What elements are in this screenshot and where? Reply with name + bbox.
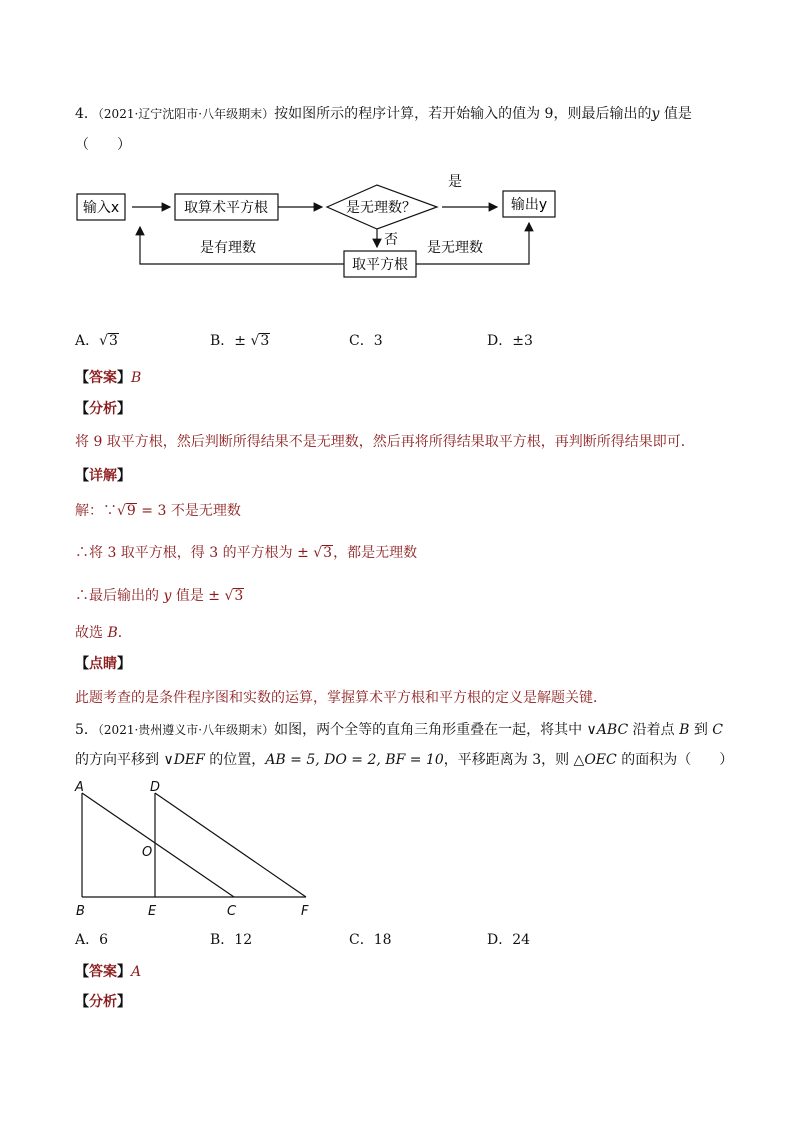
- q4-blank: （ ）: [75, 137, 131, 153]
- q4-stem-a: 按如图所示的程序计算，若开始输入的值为 9，则最后输出的: [274, 106, 652, 122]
- label-O: O: [142, 845, 153, 860]
- q4-option-a-label: A．: [75, 333, 100, 349]
- d1-post: = 3 不是无理数: [136, 503, 241, 519]
- q5-line2-d: 的面积为（ ）: [616, 752, 734, 768]
- q4-option-d-label: D．: [487, 333, 513, 349]
- q5-option-b-value: 12: [234, 932, 253, 948]
- q5-answer-value: A: [131, 964, 142, 980]
- q5-number: 5．: [75, 722, 98, 738]
- q5-stem-line1: [75, 719, 723, 739]
- d2-pre: ∴将 3 取平方根，得 3 的平方根为 ±: [75, 545, 314, 561]
- q5-abc: ∨ABC: [586, 722, 629, 738]
- q5-option-b[interactable]: [210, 929, 252, 949]
- q4-detail-line1: 解：∵√9 = 3 不是无理数: [75, 503, 241, 519]
- q4-option-a[interactable]: A．√3: [75, 333, 118, 349]
- q5-line1-a: 如图，两个全等的直角三角形重叠在一起，将其中: [274, 722, 587, 738]
- label-B: B: [76, 904, 85, 919]
- q4-detail-line2: ∴将 3 取平方根，得 3 的平方根为 ± √3，都是无理数: [75, 545, 418, 561]
- label-D: D: [150, 780, 161, 795]
- q5-option-c-value: 18: [373, 932, 392, 948]
- q5-source: （2021·贵州遵义市·八年级期末）: [97, 723, 275, 737]
- q5-option-d-value: 24: [512, 932, 531, 948]
- fc-no-label: 否: [384, 232, 398, 248]
- d1-pre: 解：∵: [75, 503, 117, 519]
- q4-var-y: y: [651, 106, 660, 122]
- q5-option-d-label: D．: [487, 932, 513, 948]
- q4-stem-line1: [75, 103, 692, 123]
- q5-line2-c: ，平移距离为 3，则 △: [443, 752, 585, 768]
- fc-decision-text: 是无理数？: [346, 200, 416, 216]
- d2-radicand: 3: [323, 545, 333, 561]
- q4-analysis-text: 将 9 取平方根，然后判断所得结果不是无理数，然后再将所得结果取平方根，再判断所得结果即可．: [75, 434, 695, 450]
- q4-answer-tag: 答案: [89, 370, 117, 386]
- q5-stem-line2: [75, 749, 733, 769]
- q5-option-a[interactable]: [75, 929, 108, 949]
- q5-answer-tag: 答案: [89, 964, 117, 980]
- q5-line1-b: 沿着点: [628, 722, 680, 738]
- d4-var: B: [107, 625, 118, 641]
- fc-irrational-label: 是无理数: [427, 240, 483, 256]
- q5-def: ∨DEF: [163, 752, 205, 768]
- fc-output-text: 输出y: [510, 197, 548, 213]
- fc-yes-label: 是: [448, 174, 462, 190]
- label-E: E: [148, 904, 157, 919]
- q4-option-c-value: 3: [373, 333, 383, 349]
- q4-option-a-radicand: 3: [109, 333, 118, 349]
- fc-arith-sqrt-text: 取算术平方根: [184, 200, 268, 216]
- fc-take-sqrt-text: 取平方根: [352, 257, 408, 273]
- q4-flowchart: [0, 165, 794, 285]
- q5-analysis-tag: 分析: [89, 994, 117, 1010]
- q5-b: B: [679, 722, 690, 738]
- fc-input-text: 输入x: [82, 200, 120, 216]
- q4-comment-heading: 【点睛】: [75, 656, 131, 672]
- q4-option-b-label: B．±: [210, 333, 251, 349]
- q4-option-b[interactable]: B．± √3: [210, 333, 270, 349]
- q5-triangle-figure: [0, 775, 794, 925]
- d3-radicand: 3: [234, 588, 244, 604]
- q4-option-c[interactable]: [349, 330, 383, 350]
- fc-rational-label: 是有理数: [200, 240, 256, 256]
- q4-option-c-label: C．: [349, 333, 374, 349]
- q5-line2-a: 的方向平移到: [75, 752, 164, 768]
- q4-detail-line3: ∴最后输出的 y 值是 ± √3: [75, 588, 244, 604]
- q5-analysis-heading: 【分析】: [75, 994, 131, 1010]
- q5-line1-c: 到: [689, 722, 713, 738]
- d4-post: ．: [117, 625, 132, 641]
- q4-source: （2021·辽宁沈阳市·八年级期末）: [97, 107, 275, 121]
- q5-given: AB = 5, DO = 2, BF = 10: [265, 752, 444, 768]
- q4-answer-value: B: [131, 370, 142, 386]
- d4-pre: 故选: [75, 625, 108, 641]
- q5-option-a-value: 6: [99, 932, 109, 948]
- q5-option-d[interactable]: [487, 929, 530, 949]
- q4-stem-b: 值是: [659, 106, 692, 122]
- label-C: C: [227, 904, 237, 919]
- q4-detail-tag: 详解: [89, 468, 117, 484]
- q5-answer-row: 【答案】A: [75, 964, 142, 980]
- q5-option-c-label: C．: [349, 932, 374, 948]
- q4-detail-heading: 【详解】: [75, 468, 131, 484]
- seg-DF: [155, 793, 306, 897]
- d2-post: ，都是无理数: [333, 545, 418, 561]
- q4-option-b-radicand: 3: [260, 333, 270, 349]
- d3-var: y: [163, 588, 172, 604]
- seg-AC: [82, 793, 234, 897]
- label-F: F: [301, 904, 309, 919]
- q4-detail-line4: [75, 622, 132, 642]
- q4-option-d-value: ±3: [512, 333, 533, 349]
- q4-comment-tag: 点睛: [89, 656, 117, 672]
- q4-answer-row: 【答案】B: [75, 370, 142, 386]
- q5-option-a-label: A．: [75, 932, 100, 948]
- q4-analysis-tag: 分析: [89, 401, 117, 417]
- q4-option-d[interactable]: [487, 330, 533, 350]
- label-A: A: [75, 780, 84, 795]
- q5-line2-b: 的位置，: [204, 752, 266, 768]
- q4-comment-text: 此题考查的是条件程序图和实数的运算，掌握算术平方根和平方根的定义是解题关键．: [75, 690, 607, 706]
- d3-mid: 值是 ±: [171, 588, 225, 604]
- q5-option-c[interactable]: [349, 929, 392, 949]
- q5-c: C: [712, 722, 723, 738]
- q5-option-b-label: B．: [210, 932, 235, 948]
- q4-analysis-heading: 【分析】: [75, 401, 131, 417]
- q5-oec: OEC: [584, 752, 617, 768]
- d1-radicand: 9: [126, 503, 136, 519]
- d3-pre: ∴最后输出的: [75, 588, 164, 604]
- q4-number: 4．: [75, 106, 98, 122]
